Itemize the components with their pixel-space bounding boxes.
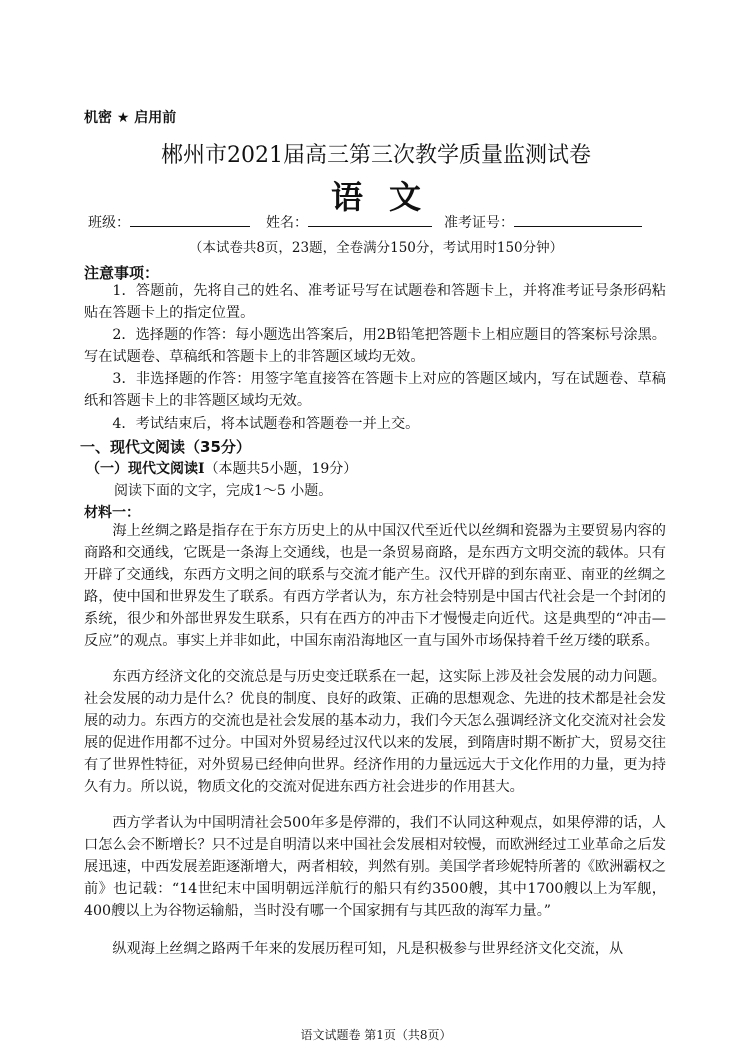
notes-title: 注意事项：	[84, 264, 160, 282]
exam-title: 郴州市2021届高三第三次教学质量监测试卷	[161, 143, 591, 168]
page-footer: 语文试题卷 第1页（共8页）	[300, 1028, 452, 1042]
material-paragraph: 西方学者认为中国明清社会500年多是停滞的，我们不认同这种观点，如果停滞的话，人口怎么会不断增长？只不过是自明清以来中国社会发展相对较慢，而欧洲经过工业革命之后发展迅速，中西发展差距逐渐增大，两者相较，判然有别。美国学者珍妮特所著的《欧洲霸权之前》也记载：“14世纪末中国明朝远洋航行的船只有约3500艘，其中1700艘以上为军舰，400艘以上为谷物运输船，当时没有哪一个国家拥有与其匹敌的海军力量。”	[84, 815, 666, 919]
exam-info: （本试卷共8页，23题，全卷满分150分，考试用时150分钟）	[188, 240, 564, 256]
confidential-label: 机密 ★ 启用前	[84, 110, 177, 126]
exam-number-label: 准考证号：	[444, 215, 514, 231]
material-paragraph: 纵观海上丝绸之路两千年来的发展历程可知，凡是积极参与世界经济文化交流，从	[112, 941, 624, 957]
note-item: 4．考试结束后，将本试题卷和答题卷一并上交。	[112, 416, 420, 432]
note-item: 1．答题前，先将自己的姓名、准考证号写在试题卷和答题卡上，并将准考证号条形码粘贴在答题卡上的指定位置。	[84, 283, 666, 321]
note-item: 3．非选择题的作答：用签字笔直接答在答题卡上对应的答题区域内，写在试题卷、草稿纸和答题卡上的非答题区域均无效。	[84, 371, 666, 409]
material-paragraph: 海上丝绸之路是指存在于东方历史上的从中国汉代至近代以丝绸和瓷器为主要贸易内容的商路和交通线，它既是一条海上交通线，也是一条贸易商路，是东西方文明交流的载体。只有开辟了交通线，东西方文明之间的联系与交流才能产生。汉代开辟的到东南亚、南亚的丝绸之路，使中国和世界发生了联系。有西方学者认为，东方社会特别是中国古代社会是一个封闭的系统，很少和外部世界发生联系，只有在西方的冲击下才慢慢走向近代。这是典型的“冲击—反应”的观点。事实上并非如此，中国东南沿海地区一直与国外市场保持着千丝万缕的联系。	[84, 523, 666, 649]
student-info-fields	[88, 212, 642, 232]
note-item: 2．选择题的作答：每小题选出答案后，用2B铅笔把答题卡上相应题目的答案标号涂黑。写在试题卷、草稿纸和答题卡上的非答题区域均无效。	[84, 327, 666, 365]
subsection-title	[86, 458, 357, 478]
subsection-note: （本题共5小题，19分）	[204, 461, 358, 477]
material-label: 材料一：	[84, 505, 140, 521]
material-paragraph: 东西方经济文化的交流总是与历史变迁联系在一起，这实际上涉及社会发展的动力问题。社会发展的动力是什么？优良的制度、良好的政策、正确的思想观念、先进的技术都是社会发展的动力。东西方的交流也是社会发展的基本动力，我们今天怎么强调经济文化交流对社会发展的促进作用都不过分。中国对外贸易经过汉代以来的发展，到隋唐时期不断扩大，贸易交往有了世界性特征，对外贸易已经伸向世界。经济作用的力量远远大于文化作用的力量，更为持久有力。所以说，物质文化的交流对促进东西方社会进步的作用甚大。	[84, 669, 666, 795]
class-label: 班级：	[88, 215, 130, 231]
subsection-label: （一）现代文阅读Ⅰ	[86, 461, 205, 477]
subject-title: 语文	[330, 178, 447, 216]
class-field[interactable]	[130, 212, 250, 227]
reading-instruction: 阅读下面的文字，完成1～5 小题。	[114, 483, 333, 499]
name-label: 姓名：	[266, 215, 308, 231]
exam-number-field[interactable]	[514, 212, 642, 227]
section-title: 一、现代文阅读（35分）	[80, 438, 251, 456]
name-field[interactable]	[308, 212, 432, 227]
